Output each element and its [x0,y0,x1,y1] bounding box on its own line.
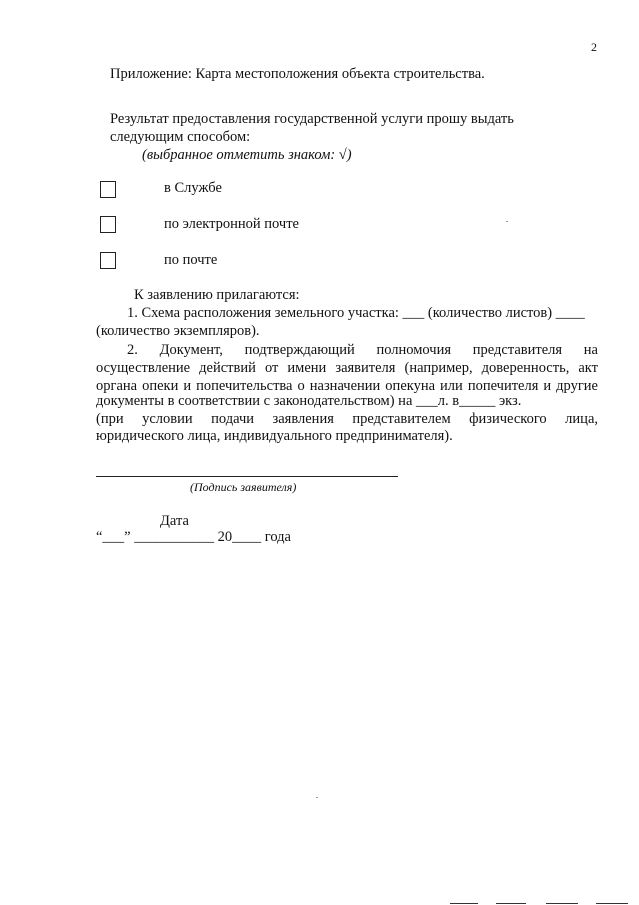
attachment-line: Приложение: Карта местоположения объекта строительства. [110,66,485,82]
result-hint: (выбранное отметить знаком: √) [142,147,352,163]
signature-line[interactable] [96,476,398,477]
option-label-email: по электронной почте [164,216,299,232]
option-label-post: по почте [164,252,218,268]
attached-heading: К заявлению прилагаются: [134,287,300,303]
page-number: 2 [591,40,597,54]
attachment-item-2-line-1: 2. Документ, подтверждающий полномочия представителя на [127,342,598,358]
checkbox-in-service[interactable] [100,181,116,198]
bottom-edge-mark [546,903,578,904]
attachment-item-2-line-2: осуществление действий от имени заявителя (например, доверенность, акт [96,360,598,376]
date-line[interactable]: “___” ___________ 20____ года [96,529,291,545]
bottom-edge-mark [496,903,526,904]
date-label: Дата [160,513,189,529]
attachment-item-1-line-1: 1. Схема расположения земельного участка: ___ (количество листов) ____ [127,305,585,321]
bottom-edge-mark [596,903,628,904]
option-label-in-service: в Службе [164,180,222,196]
attachment-item-2-line-6: юридического лица, индивидуального предпринимателя). [96,428,453,444]
signature-caption: (Подпись заявителя) [190,480,297,494]
checkbox-post[interactable] [100,252,116,269]
attachment-item-2-line-4: документы в соответствии с законодательством) на ___л. в_____ экз. [96,393,522,409]
result-line-1: Результат предоставления государственной услуги прошу выдать [110,111,514,127]
attachment-item-2-line-3: органа опеки и попечительства о назначении опекуна или попечителя и другие [96,378,598,394]
checkbox-email[interactable] [100,216,116,233]
attachment-item-2-line-5: (при условии подачи заявления представителем физического лица, [96,411,598,427]
attachment-item-1-line-2: (количество экземпляров). [96,323,260,339]
bottom-edge-mark [450,903,478,904]
scan-speck [316,797,318,798]
result-line-2: следующим способом: [110,129,251,145]
scan-speck [506,221,508,222]
